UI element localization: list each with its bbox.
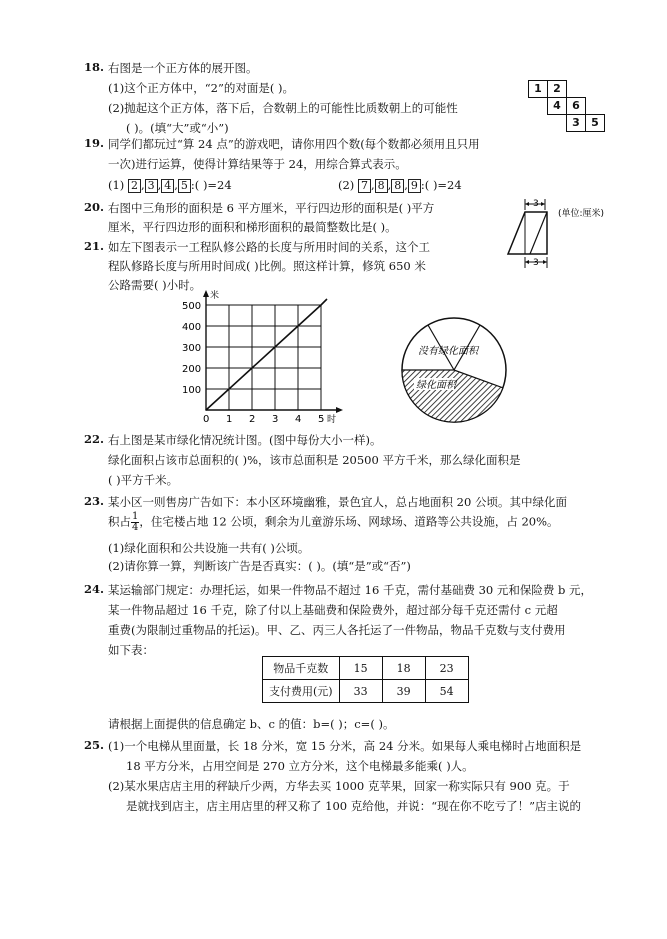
line-chart	[168, 288, 358, 428]
data-point	[205, 409, 207, 411]
q19-part2-tail: :( )=24	[420, 178, 462, 192]
q19-part2: (2) 7 , 8 , 8 , 9 :( )=24	[338, 178, 462, 192]
y-axis-arrow	[203, 290, 209, 297]
q18-stem: 右图是一个正方体的展开图。	[108, 61, 258, 75]
q20-line1: 右图中三角形的面积是 6 平方厘米，平行四边形的面积是( )平方	[108, 201, 435, 215]
fee-table-wrap	[262, 656, 469, 703]
q19-part1: (1) 2 , 3 , 4 , 5 :( )=24	[108, 178, 232, 192]
q25-sub2-line2: 是就找到店主，店主用店里的秤又称了 100 克给他，并说：“现在你不吃亏了！”店主说的	[126, 799, 582, 813]
table-cell: 54	[425, 680, 468, 703]
number-card: 8	[391, 179, 404, 193]
cube-cell: 6	[566, 97, 586, 115]
x-tick-label: 1	[226, 414, 233, 425]
pie-label-nongreen: 没有绿化面积	[418, 346, 478, 357]
y-tick-label: 500	[182, 301, 202, 312]
q23-sub2: (2)请你算一算，判断该广告是否真实：( )。(填“是”或“否”)	[108, 559, 411, 573]
q24-line3: 重费(为限制过重物品的托运)。甲、乙、丙三人各托运了一件物品，物品千克数与支付费用	[108, 623, 566, 637]
number-card: 2	[128, 179, 141, 193]
x-tick-label: 2	[249, 414, 256, 425]
q25-sub1-line1: (1)一个电梯从里面量，长 18 分米，宽 15 分米，高 24 分米。如果每人乘电梯时占地面积是	[108, 739, 582, 753]
table-header-cell: 物品千克数	[263, 657, 340, 680]
data-point	[228, 388, 230, 390]
trapezoid-figure	[500, 196, 650, 272]
data-point	[320, 304, 322, 306]
q24-tail: 请根据上面提供的信息确定 b、c 的值：b=( )；c=( )。	[108, 717, 395, 731]
cube-cell: 1	[528, 80, 548, 98]
q18-number: 18.	[84, 60, 105, 74]
q20-number: 20.	[84, 200, 105, 214]
x-tick-label: 4	[295, 414, 302, 425]
q19-number: 19.	[84, 136, 105, 150]
table-row	[263, 680, 469, 703]
q24-line1: 某运输部门规定：办理托运，如果一件物品不超过 16 千克，需付基础费 30 元和保险费 b 元，	[108, 583, 593, 597]
q25-sub1-line2: 18 平方分米，占用空间是 270 立方分米，这个电梯最多能乘( )人。	[126, 759, 474, 773]
q22-line2: 绿化面积占该市总面积的( )%，该市总面积是 20500 平方千米，那么绿化面积是	[108, 453, 521, 467]
cube-net	[528, 80, 618, 140]
number-card: 7	[358, 179, 371, 193]
q23-line2	[108, 512, 559, 533]
q25-sub2-line1: (2)某水果店店主用的秤缺斤少两，方华去买 1000 克苹果，回家一称实际只有 900 克。于	[108, 779, 570, 793]
q18-sub2b: ( )。(填“大”或“小”)	[126, 121, 229, 135]
q23-line2-start: 积占	[108, 514, 131, 529]
q25-number: 25.	[84, 738, 105, 752]
q23-number: 23.	[84, 494, 105, 508]
q24-line2: 某一件物品超过 16 千克，除了付以上基础费和保险费外，超过部分每千克还需付 c 元超	[108, 603, 558, 617]
fee-table	[262, 656, 469, 703]
q19-line2: 一次)进行运算，使得计算结果等于 24，用综合算式表示。	[108, 157, 407, 171]
fraction-denominator: 4	[132, 522, 139, 533]
cube-cell: 2	[547, 80, 567, 98]
dim-bottom-label: 3	[533, 258, 539, 268]
dim-top-label: 3	[533, 199, 539, 209]
y-tick-label: 100	[182, 385, 202, 396]
y-axis-label: 米	[210, 291, 220, 301]
q19-line1: 同学们都玩过“算 24 点”的游戏吧，请你用四个数(每个数都必须用且只用	[108, 137, 480, 151]
number-card: 9	[408, 179, 421, 193]
table-cell: 39	[382, 680, 425, 703]
cube-cell: 3	[566, 114, 586, 132]
q21-number: 21.	[84, 239, 105, 253]
table-cell: 18	[382, 657, 425, 680]
q21-line2: 程队修路长度与所用时间成( )比例。照这样计算，修筑 650 米	[108, 259, 426, 273]
q23-sub1: (1)绿化面积和公共设施一共有( )公顷。	[108, 541, 310, 555]
q24-line4: 如下表：	[108, 643, 154, 657]
q23-line2-end: ，住宅楼占地 12 公顷，剩余为儿童游乐场、网球场、道路等公共设施，占 20%。	[139, 514, 559, 529]
x-tick-label: 5	[318, 414, 325, 425]
q18-sub1: (1)这个正方体中，“2”的对面是( )。	[108, 81, 294, 95]
q23-line1: 某小区一则售房广告如下：本小区环境幽雅，景色宜人，总占地面积 20 公顷。其中绿化面	[108, 495, 567, 509]
x-tick-label: 0	[203, 414, 210, 425]
q19-part1-label: (1)	[108, 178, 125, 192]
q21-line3: 公路需要( )小时。	[108, 278, 202, 292]
number-card: 5	[178, 179, 191, 193]
data-point	[274, 346, 276, 348]
x-axis-arrow	[336, 407, 343, 413]
table-header-cell: 支付费用(元)	[263, 680, 340, 703]
x-tick-label: 3	[272, 414, 279, 425]
q22-number: 22.	[84, 432, 105, 446]
pie-label-green: 绿化面积	[416, 380, 456, 391]
data-point	[297, 325, 299, 327]
q24-number: 24.	[84, 582, 105, 596]
table-cell: 15	[339, 657, 382, 680]
y-tick-label: 300	[182, 343, 202, 354]
q21-line1: 如左下图表示一工程队修公路的长度与所用时间的关系，这个工	[108, 240, 430, 254]
table-cell: 33	[339, 680, 382, 703]
unit-label: (单位:厘米)	[558, 209, 605, 219]
number-card: 8	[375, 179, 388, 193]
q19-part2-label: (2)	[338, 178, 355, 192]
x-axis-label: 时	[327, 415, 337, 425]
table-row	[263, 657, 469, 680]
y-tick-label: 400	[182, 322, 202, 333]
q22-line1: 右上图是某市绿化情况统计图。(图中每份大小一样)。	[108, 433, 382, 447]
number-card: 4	[161, 179, 174, 193]
cube-cell: 5	[585, 114, 605, 132]
q20-line2: 厘米，平行四边形的面积和梯形面积的最简整数比是( )。	[108, 220, 397, 234]
q19-part1-tail: :( )=24	[190, 178, 232, 192]
number-card: 3	[145, 179, 158, 193]
fraction-numerator: 1	[132, 511, 139, 522]
table-cell: 23	[425, 657, 468, 680]
series-line	[206, 299, 327, 410]
cube-cell: 4	[547, 97, 567, 115]
y-tick-label: 200	[182, 364, 202, 375]
q18-sub2: (2)抛起这个正方体，落下后，合数朝上的可能性比质数朝上的可能性	[108, 101, 458, 115]
data-point	[251, 367, 253, 369]
pie-chart	[396, 316, 516, 426]
q22-line3: ( )平方千米。	[108, 473, 179, 487]
